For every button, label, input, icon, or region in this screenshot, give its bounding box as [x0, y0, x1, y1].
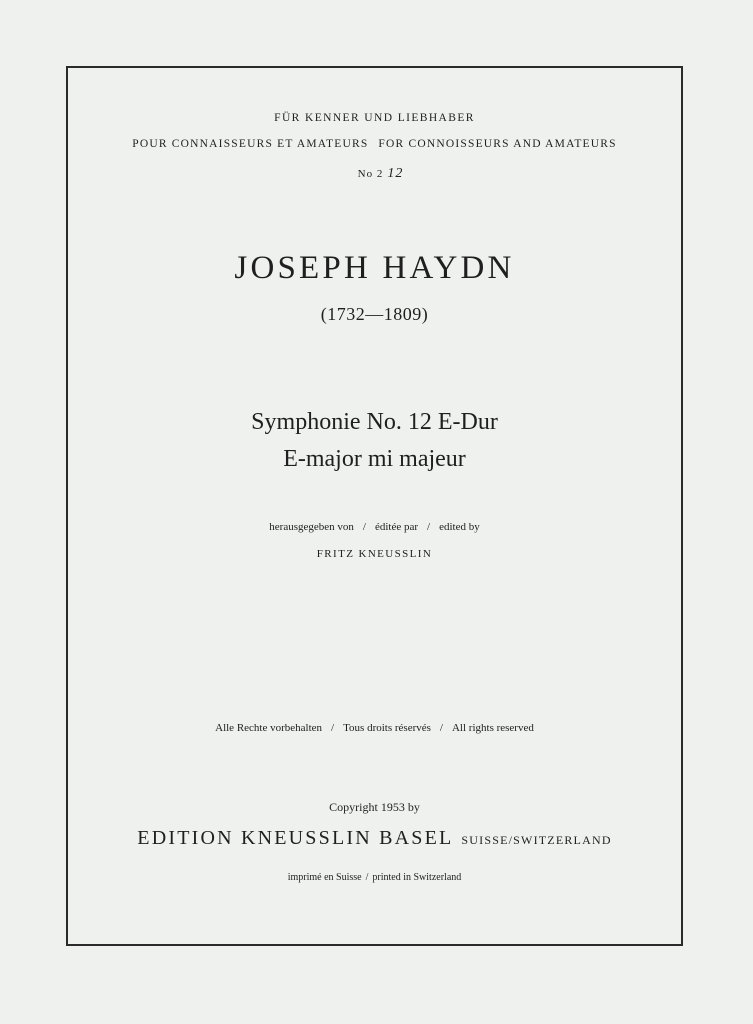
- rights-en: All rights reserved: [451, 722, 534, 734]
- series-number: [66, 166, 689, 182]
- printed-fr: imprimé en Suisse: [287, 872, 362, 883]
- printed-en: printed in Switzerland: [372, 872, 462, 883]
- series-title-german: [66, 112, 683, 124]
- series-title-french-english: [66, 138, 683, 150]
- separator: /: [427, 521, 431, 533]
- series-line-en: FOR CONNOISSEURS AND AMATEURS: [378, 138, 617, 150]
- publisher-line: [66, 827, 683, 850]
- separator: /: [439, 722, 443, 734]
- edited-by-fr: éditée par: [374, 521, 419, 533]
- edited-by-de: herausgegeben von: [269, 521, 354, 533]
- copyright-notice: Copyright 1953 by: [329, 800, 420, 814]
- editor-name: FRITZ KNEUSSLIN: [316, 548, 433, 560]
- printed-in-line: [66, 872, 683, 883]
- publisher-name: EDITION KNEUSSLIN BASEL: [137, 827, 454, 849]
- rights-line: [66, 722, 683, 734]
- edited-by-line: [66, 521, 683, 533]
- publisher-country: SUISSE/SWITZERLAND: [461, 833, 612, 847]
- rights-fr: Tous droits réservés: [343, 722, 431, 734]
- series-line-fr: POUR CONNAISSEURS ET AMATEURS: [132, 138, 369, 150]
- series-number-label: No 2: [357, 168, 384, 180]
- composer-dates: (1732—1809): [320, 304, 429, 324]
- series-line-de: FÜR KENNER UND LIEBHABER: [274, 112, 475, 124]
- series-number-handwritten: 12: [387, 166, 404, 181]
- work-title: Symphonie No. 12 E-Dur: [251, 409, 498, 435]
- separator: /: [362, 521, 366, 533]
- edited-by-en: edited by: [439, 521, 480, 533]
- work-key-translations: E-major mi majeur: [283, 446, 466, 472]
- separator: /: [365, 872, 369, 883]
- rights-de: Alle Rechte vorbehalten: [215, 722, 323, 734]
- separator: /: [331, 722, 335, 734]
- composer-name: JOSEPH HAYDN: [234, 250, 515, 286]
